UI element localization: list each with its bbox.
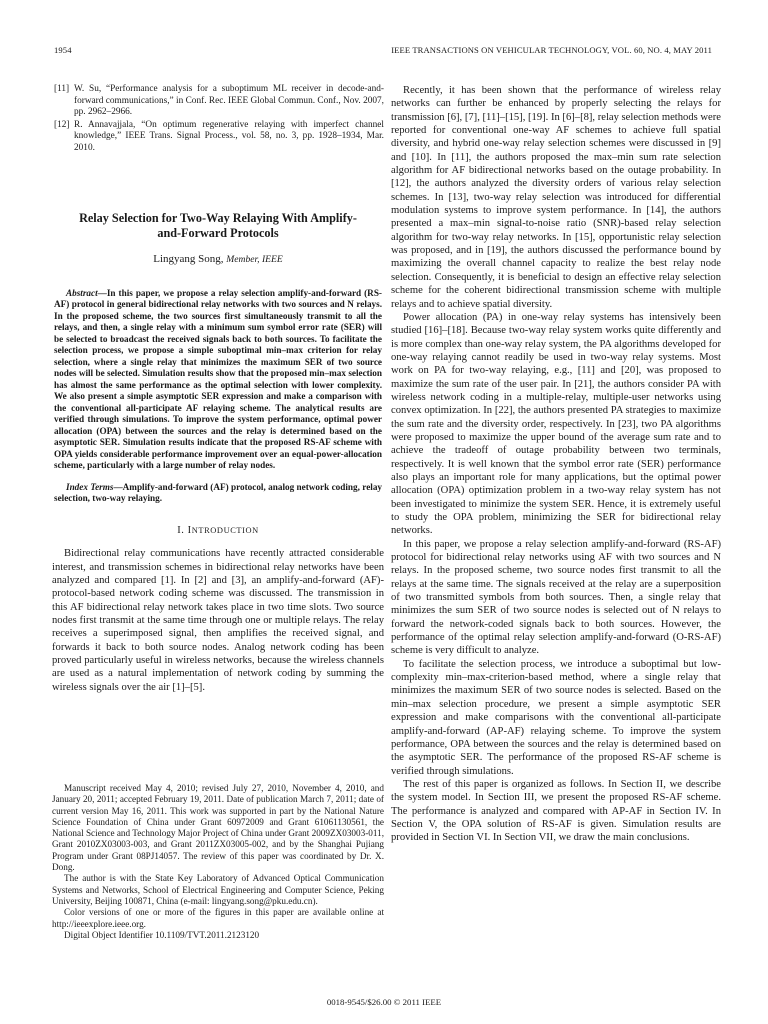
section-heading: [52, 524, 384, 537]
section-title-initial: I: [187, 524, 192, 536]
paper-title: Relay Selection for Two-Way Relaying With Amplify-and-Forward Protocols: [79, 210, 357, 241]
body-paragraph: In this paper, we propose a relay selection amplify-and-forward (RS-AF) protocol for bidirectional relay networks using AF with two sources and N relays. In the proposed scheme, two source nodes first transmit to all the relays at the same time. The signals received at the relay are a superposition of two transmitted symbols from both sources. Then, a single relay that minimizes the sum SER of two source nodes is selected out of N relays to forward the network-coded signals back to both sources. However, the performance of the optimal relay selection amplify-and-forward (O-RS-AF) scheme is very difficult to analyze.: [391, 538, 721, 657]
left-column: [52, 84, 384, 694]
body-paragraph: To facilitate the selection process, we introduce a suboptimal but low-complexity min–max-criterion-based method, where a single relay that minimizes the maximum SER of two source nodes is selected. Based on the min–max selection procedure, we present a simple asymptotic SER expression and make comparisons with the conventional all-participate amplify-and-forward (AP-AF) relaying scheme. To improve the system performance, OPA between the sources and the relay is determined based on the asymptotic SER. The performance of the proposed RS-AF scheme is verified through simulations.: [391, 658, 721, 777]
body-paragraph: Bidirectional relay communications have recently attracted considerable interest, and transmission schemes in bidirectional relay networks have been analyzed and compared [1]. In [2] and [3], an amplify-and-forward (AF)-protocol-based network coding scheme was discussed. The transmission in this AF bidirectional relay network takes place in two time slots. Two source nodes first transmit at the same time through one or multiple relays. The relay receives a superimposed signal, then amplifies the received signal, and forwards it back to both source nodes. Analog network coding has been proved particularly useful in wireless networks, because the wireless channels are used as a natural implementation of network coding by summing the wireless signals over the air [1]–[5].: [52, 548, 384, 693]
index-terms: [54, 482, 382, 505]
index-terms-label: Index Terms: [66, 481, 114, 492]
reference-number: [12]: [54, 119, 70, 130]
body-paragraph: The rest of this paper is organized as follows. In Section II, we describe the system model. In Section III, we present the proposed RS-AF scheme. The performance is analyzed and compared with AP-AF in Section IV. In Section V, the OPA solution of RS-AF is given. Simulation results are provided in Section VI. In Section VII, we draw the main conclusions.: [391, 778, 721, 844]
footnote-color: Color versions of one or more of the figures in this paper are available online at http://ieeexplore.ieee.org.: [52, 907, 384, 929]
copyright-line: 0018-9545/$26.00 © 2011 IEEE: [326, 997, 442, 1007]
abstract-label: Abstract: [66, 287, 98, 298]
reference-number: [11]: [54, 84, 70, 94]
reference-item: [54, 84, 384, 119]
footnote-block: [52, 783, 384, 941]
reference-item: [54, 120, 384, 155]
body-paragraph: Recently, it has been shown that the performance of wireless relay networks can further be enhanced by properly selecting the relays for transmission [6], [7], [11]–[15], [19]. In [6]–[8], relay selection methods were reported for conventional one-way AF schemes to achieve full spatial diversity, and hybrid one-way relay selection schemes were discussed in [9] and [10]. In [11], the authors proposed the max–min sum rate selection algorithm for AF bidirectional networks based on the outage probability. In [12], the authors analyzed the diversity orders of various relay selection schemes. In [13], two-way relay selection was introduced for differential modulation systems to improve system performance. In [14], the authors presented a max–min signal-to-noise ratio (SNR)-based relay selection algorithm for two-way relay networks. In [15], opportunistic relay selection was proposed, and in [19], the authors discussed the performance bound by maximizing the overall channel capacity to realize the best relay node selection. Consequently, it is beneficial to design an effective relay selection scheme for the coherent bidirectional transmission scheme with multiple relays and to achieve spatial diversity.: [391, 85, 721, 310]
abstract: [54, 288, 382, 472]
section-numeral: I.: [177, 524, 185, 536]
author-line: [52, 253, 384, 266]
page-number: 1954: [54, 45, 72, 55]
footnote-doi: Digital Object Identifier 10.1109/TVT.2011.2123120: [64, 929, 260, 940]
index-terms-text: —Amplify-and-forward (AF) protocol, analog network coding, relay selection, two-way relaying.: [54, 481, 383, 504]
body-paragraph: Power allocation (PA) in one-way relay systems has intensively been studied [16]–[18]. Because two-way relay system works quite differently and is more complex than one-way relay system, the PA algorithms developed for one-way relaying cannot readily be used in two-way relay systems. Most work on PA for two-way relaying, e.g., [11] and [20], was proposed to maximize the sum rate of the user pair. In [21], the authors consider PA with wireless network coding in a multiple-relay, multiple-user networks using convex optimization. In [22], the authors presented PA strategies to maximize the sum rate and the diversity order, respectively. In [23], two PA algorithms were proposed to maximize the upper bound of the average sum rate and to achieve the tradeoff of outage probability between two terminals, respectively. It is well known that the symbol error rate (SER) performance also plays an important role for many applications, but the optimal power allocation (OPA) optimization problem in a two-way relay system has not been investigated to minimize the system SER. Hence, it is extremely useful to study the OPA problem, minimizing the SER for bidirectional relay networks.: [391, 311, 721, 537]
author-name: Lingyang Song,: [153, 252, 224, 265]
section-title-rest: NTRODUCTION: [191, 525, 259, 535]
author-membership: Member, IEEE: [226, 253, 283, 265]
reference-text: R. Annavajjala, “On optimum regenerative relaying with imperfect channel knowledge,” IEEE Trans. Signal Process., vol. 58, no. 3, pp. 1928–1934, Mar. 2010.: [74, 119, 384, 153]
footnote-manuscript: Manuscript received May 4, 2010; revised July 27, 2010, November 4, 2010, and January 20, 2011; accepted February 19, 2011. Date of publication March 7, 2011; date of current version May 16, 2011. This work was supported in part by the National Nature Science Foundation of China under Grant 60972009 and Grant 61061130561, the National Science and Technology Major Project of China under Grant 2009ZX03003-011, Grant 2010ZX03003-003, and Grant 2011ZX03005-002, and by the Shanghai Pujiang Program under Grant 08PJ14057. The review of this paper was coordinated by Dr. X. Dong.: [52, 783, 384, 873]
abstract-text: —In this paper, we propose a relay selection amplify-and-forward (RS-AF) protocol in general bidirectional relay networks with two sources and N relays. In the proposed scheme, the two sources first simultaneously transmit to all the relays, and then, a single relay with a minimum sum symbol error rate (SER) will be selected to broadcast the received signals back to both sources. To facilitate the selection process, we propose a simple suboptimal min–max criterion for relay selection, where a single relay that minimizes the maximum SER of two source nodes will be selected. Simulation results show that the proposed min–max selection has almost the same performance as the optimal selection with lower complexity. We also present a simple asymptotic SER expression and make a comparison with the conventional all-participate AF relaying scheme. The analytical results are verified through simulations. To improve the system performance, optimal power allocation (OPA) between the sources and the relay is determined based on the asymptotic SER. Simulation results indicate that the proposed RS-AF scheme with OPA yields considerable performance improvement over an equal-power-allocation scheme, particularly with a large number of relay nodes.: [54, 287, 382, 471]
reference-list: [54, 84, 384, 155]
running-header: IEEE TRANSACTIONS ON VEHICULAR TECHNOLOGY, VOL. 60, NO. 4, MAY 2011: [391, 45, 712, 55]
right-column: [391, 84, 721, 845]
footnote-affiliation: The author is with the State Key Laboratory of Advanced Optical Communication Systems and Networks, School of Electrical Engineering and Computer Science, Peking University, Beijing 100871, China (e-mail: lingyang.song@pku.edu.cn).: [52, 873, 384, 906]
reference-text: W. Su, “Performance analysis for a suboptimum ML receiver in decode-and-forward communications,” in Conf. Rec. IEEE Global Commun. Conf., Nov. 2007, pp. 2962–2966.: [74, 84, 384, 118]
